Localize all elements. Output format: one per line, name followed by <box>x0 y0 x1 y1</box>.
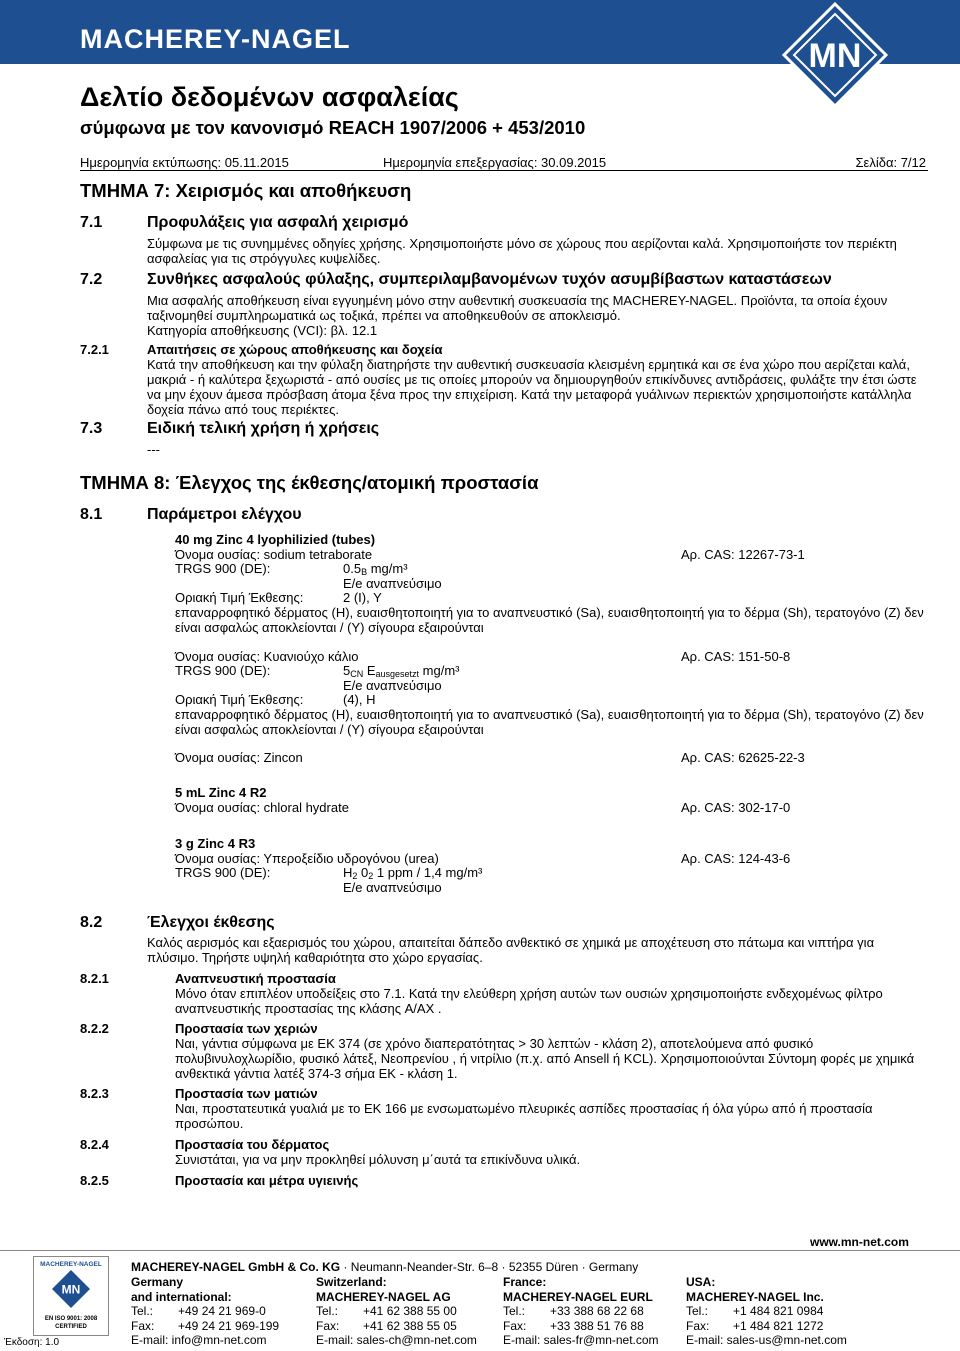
s721-text: Κατά την αποθήκευση και την φύλαξη διατηρήστε την αυθεντική συσκευασία κλεισμένη ερμητικά και σε ένα χώρο που αερίζεται καλά, μακριά - ή καλύτερα ξεχωριστά - από ουσίες με τις οποίες μπορούν να δημιουργηθούν επικίνδυνες αντιδράσεις, φυλάξτε την έτσι ώστε να μην έχουν άμεσα πρόσβαση άτομα ξένα προς την επιχείριση. Κατά την μεταφορά γυάλινων περιεκτών χρησιμοποιήστε κατάλληλα δοχεία πάνω από τους περιέκτες. <box>147 357 917 417</box>
s821-text: Μόνο όταν επιπλέον υποδείξεις στο 7.1. Κατά την ελεύθερη χρήση αυτών των ουσιών χρησιμοποιήστε ενδεχομένως φίλτρο αναπνευστικής προστασίας της κλάσης A/AX . <box>175 986 883 1016</box>
s721-number: 7.2.1 <box>80 342 109 357</box>
usa-heading: USA: <box>686 1275 716 1289</box>
germany-fax-label: Fax: <box>131 1318 155 1333</box>
footer-france <box>503 1275 659 1348</box>
p1-substance-2-cas: Αρ. CAS: 151-50-8 <box>681 649 791 664</box>
p1-s1-trgs-label: TRGS 900 (DE): <box>175 561 271 576</box>
footer-usa <box>686 1275 847 1348</box>
p3-trgs-value: $H_2$ $0_2$ 1 ppm / 1,4 mg/m³ <box>343 865 483 881</box>
s821-number: 8.2.1 <box>80 971 109 986</box>
p1-substance-1-cas: Αρ. CAS: 12267-73-1 <box>681 547 805 562</box>
germany-tel-label: Tel.: <box>131 1304 154 1318</box>
s72-storage-class: Κατηγορία αποθήκευσης (VCI): βλ. 12.1 <box>147 323 378 338</box>
s81-number: 8.1 <box>80 506 103 523</box>
p1-s2-respirable: E/e αναπνεύσιμο <box>343 678 442 693</box>
usa-subheading: MACHEREY-NAGEL Inc. <box>686 1289 824 1304</box>
s825-number: 8.2.5 <box>80 1173 109 1188</box>
header-rule <box>80 170 928 171</box>
s821-title: Αναπνευστική προστασία <box>175 971 336 986</box>
brand-name: MACHEREY-NAGEL <box>80 24 351 54</box>
revision-date: Ημερομηνία επεξεργασίας: 30.09.2015 <box>383 155 607 170</box>
switzerland-tel-label: Tel.: <box>316 1304 339 1318</box>
germany-subheading: and international: <box>131 1289 232 1304</box>
s71-title: Προφυλάξεις για ασφαλή χειρισμό <box>147 214 409 231</box>
germany-fax: +49 24 21 969-199 <box>178 1318 280 1333</box>
company-line <box>131 1260 638 1275</box>
s73-title: Ειδική τελική χρήση ή χρήσεις <box>147 420 380 437</box>
s824-number: 8.2.4 <box>80 1137 109 1152</box>
company-address: · Neumann-Neander-Str. 6–8 · 52355 Düren · Germany <box>340 1260 639 1274</box>
germany-tel: +49 24 21 969-0 <box>178 1304 266 1318</box>
website-link[interactable]: www.mn-net.com <box>810 1235 909 1249</box>
document-subtitle: σύμφωνα με τον κανονισμό REACH 1907/2006 + 453/2010 <box>80 117 586 138</box>
p1-s2-notes: επαναρροφητικό δέρματος (H), ευαισθητοποιητή για το αναπνευστικό (Sa), ευαισθητοποιητή για το δέρμα (Sh), τερατογόνο (Z) δεν είναι ασφαλώς αποκλείονται / (Y) σίγουρα εξαιρούνται <box>175 707 924 737</box>
s71-text: Σύμφωνα με τις συνημμένες οδηγίες χρήσης. Χρησιμοποιήστε μόνο σε χώρους που αερίζονται καλά. Χρησιμοποιήστε τον περιέκτη ασφαλείας για τις στρόγγυλες κυψελίδες. <box>147 236 897 266</box>
p1-s2-limit-label: Οριακή Τιμή Έκθεσης: <box>175 692 304 707</box>
s823-text: Ναι, προστατευτικά γυαλιά με το ΕΚ 166 με ενσωματωμένο πλευρικές ασπίδες προστασίας ή όλα γύρω από ή προστασία προσώπου. <box>175 1101 873 1131</box>
germany-heading: Germany <box>131 1275 184 1289</box>
p1-substance-2-name: Όνομα ουσίας: Κυανιούχο κάλιο <box>175 649 359 664</box>
s822-number: 8.2.2 <box>80 1021 109 1036</box>
p1-s2-trgs-label: TRGS 900 (DE): <box>175 663 271 678</box>
s824-text: Συνιστάται, για να μην προκληθεί μόλυνση μ΄αυτά τα επικίνδυνα υλικά. <box>175 1152 581 1167</box>
switzerland-fax: +41 62 388 55 05 <box>363 1318 457 1333</box>
s825-title: Προστασία και μέτρα υγιεινής <box>175 1173 359 1188</box>
usa-fax: +1 484 821 1272 <box>733 1318 824 1333</box>
p1-substance-3-cas: Αρ. CAS: 62625-22-3 <box>681 750 805 765</box>
product-3-name: 3 g Zinc 4 R3 <box>175 836 256 851</box>
footer-rule <box>0 1250 960 1251</box>
document-title: Δελτίο δεδομένων ασφαλείας <box>80 82 459 112</box>
france-fax: +33 388 51 76 88 <box>550 1318 644 1333</box>
p3-substance-name: Όνομα ουσίας: Υπεροξείδιο υδρογόνου (urea) <box>175 851 439 866</box>
usa-tel-label: Tel.: <box>686 1304 709 1318</box>
p3-respirable: E/e αναπνεύσιμο <box>343 880 442 895</box>
s72-title: Συνθήκες ασφαλούς φύλαξης, συμπεριλαμβανομένων τυχόν ασυμβίβαστων καταστάσεων <box>147 271 832 288</box>
s823-number: 8.2.3 <box>80 1086 109 1101</box>
p1-s1-trgs-value: $0.5_B$ mg/m³ <box>343 561 408 577</box>
switzerland-tel: +41 62 388 55 00 <box>363 1304 457 1318</box>
p1-s1-limit-value: 2 (I), Y <box>343 590 382 605</box>
s824-title: Προστασία του δέρματος <box>175 1137 330 1152</box>
usa-fax-label: Fax: <box>686 1318 710 1333</box>
p3-trgs-label: TRGS 900 (DE): <box>175 865 271 880</box>
s823-title: Προστασία των ματιών <box>175 1086 318 1101</box>
france-heading: France: <box>503 1275 547 1289</box>
s82-title: Έλεγχοι έκθεσης <box>147 914 275 931</box>
s72-number: 7.2 <box>80 271 103 288</box>
s81-title: Παράμετροι ελέγχου <box>147 506 302 523</box>
switzerland-fax-label: Fax: <box>316 1318 340 1333</box>
usa-email[interactable]: E-mail: sales-us@mn-net.com <box>686 1333 847 1347</box>
p1-substance-3-name: Όνομα ουσίας: Zincon <box>175 750 303 765</box>
s73-text: --- <box>147 442 160 457</box>
france-fax-label: Fax: <box>503 1318 527 1333</box>
footer-germany <box>131 1275 279 1348</box>
section7-title: ΤΜΗΜΑ 7: Χειρισμός και αποθήκευση <box>80 180 412 201</box>
p2-substance-name: Όνομα ουσίας: chloral hydrate <box>175 800 349 815</box>
p3-substance-cas: Αρ. CAS: 124-43-6 <box>681 851 791 866</box>
switzerland-heading: Switzerland: <box>316 1275 387 1289</box>
switzerland-email[interactable]: E-mail: sales-ch@mn-net.com <box>316 1333 477 1347</box>
france-subheading: MACHEREY-NAGEL EURL <box>503 1289 653 1304</box>
svg-text:EN ISO 9001: 2008: EN ISO 9001: 2008 <box>44 1316 98 1322</box>
s822-text: Ναι, γάντια σύμφωνα με ΕΚ 374 (σε χρόνο διαπερατότητας > 30 λεπτών - κλάση 2), αποτελούμενα από φυσικό πολυβινυλοχλωρίδιο, φυσικό λάτεξ, Νεοπρενίου , ή νιτρίλιο (π.χ. από Ansell ή KCL). Χρησιμοποιούνται Σύντομη φορές με χημικά ανθεκτικά γάντια λατέξ 374-3 σήμα ΕΚ - κλάση 1. <box>175 1036 915 1081</box>
section8-title: ΤΜΗΜΑ 8: Έλεγχος της έκθεσης/ατομική προστασία <box>80 472 539 493</box>
s72-text: Μια ασφαλής αποθήκευση είναι εγγυημένη μόνο στην αυθεντική συσκευασία της MACHEREY-NAGEL. Προϊόντα, τα οποία έχουν ταξινομηθεί συμπληρωματικά ως τοξικά, πρέπει να αποθηκευθούν σε αποκλεισμό. <box>147 293 888 323</box>
version-label: Έκδοση: 1.0 <box>4 1337 60 1348</box>
france-tel-label: Tel.: <box>503 1304 526 1318</box>
product-1-name: 40 mg Zinc 4 lyophilizied (tubes) <box>175 532 376 547</box>
p1-s1-limit-label: Οριακή Τιμή Έκθεσης: <box>175 590 304 605</box>
svg-text:CERTIFIED: CERTIFIED <box>55 1324 87 1330</box>
mn-logo <box>780 0 890 110</box>
p1-substance-1-name: Όνομα ουσίας: sodium tetraborate <box>175 547 373 562</box>
p1-s1-notes: επαναρροφητικό δέρματος (H), ευαισθητοποιητή για το αναπνευστικό (Sa), ευαισθητοποιητή για το δέρμα (Sh), τερατογόνο (Z) δεν είναι ασφαλώς αποκλείονται / (Y) σίγουρα εξαιρούνται <box>175 605 924 635</box>
svg-text:MN: MN <box>61 1282 81 1297</box>
iso-certification-badge <box>33 1256 109 1336</box>
switzerland-subheading: MACHEREY-NAGEL AG <box>316 1289 451 1304</box>
germany-email[interactable]: E-mail: info@mn-net.com <box>131 1333 267 1347</box>
svg-text:MACHEREY-NAGEL: MACHEREY-NAGEL <box>40 1261 102 1268</box>
footer-switzerland <box>316 1275 477 1348</box>
p1-s2-limit-value: (4), H <box>343 692 376 707</box>
s71-number: 7.1 <box>80 214 103 231</box>
usa-tel: +1 484 821 0984 <box>733 1304 824 1318</box>
product-2-name: 5 mL Zinc 4 R2 <box>175 785 267 800</box>
page-number: Σελίδα: 7/12 <box>855 155 926 170</box>
france-tel: +33 388 68 22 68 <box>550 1304 644 1318</box>
p1-s1-respirable: E/e αναπνεύσιμο <box>343 576 442 591</box>
france-email[interactable]: E-mail: sales-fr@mn-net.com <box>503 1333 659 1347</box>
s82-text: Καλός αερισμός και εξαερισμός του χώρου, απαιτείται δάπεδο ανθεκτικό σε χημικά με αποχέτευση στο πάτωμα και νιπτήρα για πλύσιμο. Τηρήστε υψηλή καθαριότητα στο χώρο εργασίας. <box>147 935 875 965</box>
s721-title: Απαιτήσεις σε χώρους αποθήκευσης και δοχεία <box>147 342 443 357</box>
logo-text: MN <box>808 37 862 75</box>
s822-title: Προστασία των χεριών <box>175 1021 318 1036</box>
p1-s2-trgs-value: $5_{CN}$ $E_{ausgesetzt}$ mg/m³ <box>343 663 460 679</box>
s73-number: 7.3 <box>80 420 103 437</box>
company-name: MACHEREY-NAGEL GmbH & Co. KG <box>131 1260 341 1274</box>
print-date: Ημερομηνία εκτύπωσης: 05.11.2015 <box>80 155 289 170</box>
s82-number: 8.2 <box>80 914 103 931</box>
p2-substance-cas: Αρ. CAS: 302-17-0 <box>681 800 791 815</box>
